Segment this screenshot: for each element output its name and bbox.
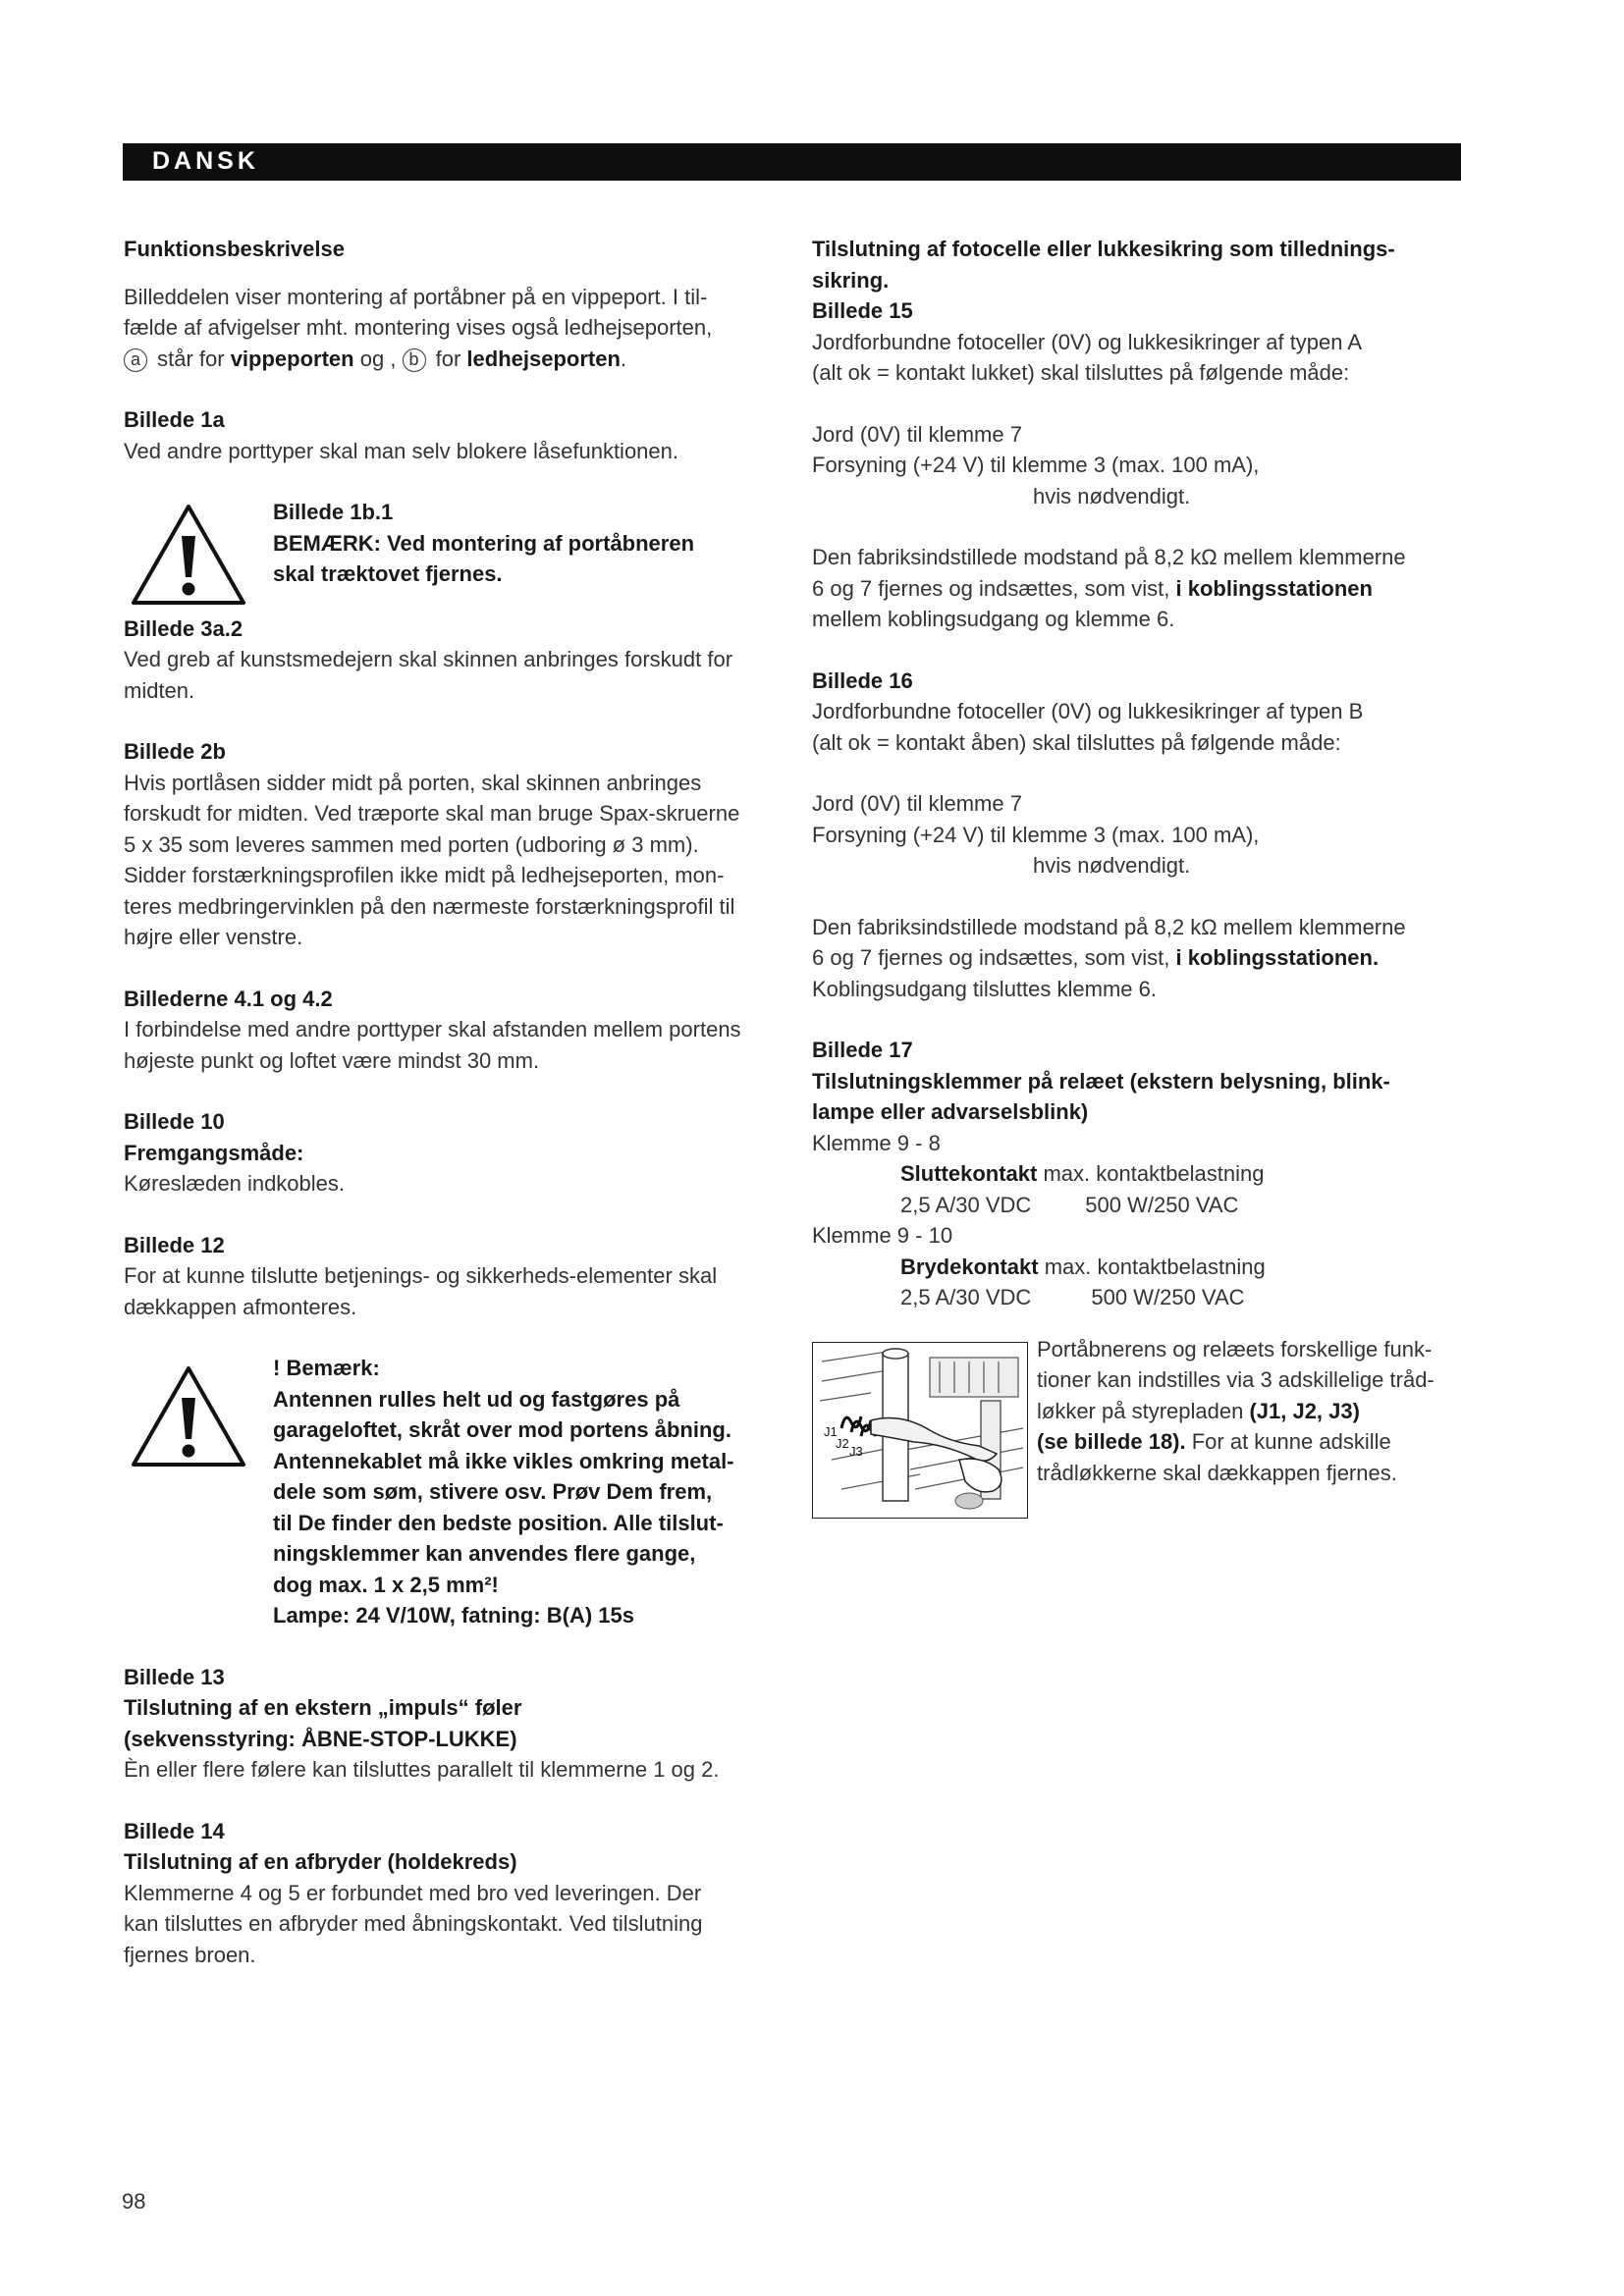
bold-line: Lampe: 24 V/10W, fatning: B(A) 15s <box>273 1603 634 1628</box>
text-line: dækkappen afmonteres. <box>124 1294 357 1319</box>
language-title: DANSK <box>152 147 259 175</box>
section-heading: Billede 10 <box>124 1109 225 1134</box>
circuit-board-illustration <box>812 1342 1028 1519</box>
terminal-label: Klemme 9 - 10 <box>812 1223 953 1248</box>
text-line: Køreslæden indkobles. <box>124 1171 346 1196</box>
warning-triangle-icon <box>130 503 247 607</box>
text-line: Èn eller flere følere kan tilsluttes parallelt til klemmerne 1 og 2. <box>124 1757 720 1782</box>
text-line: Jordforbundne fotoceller (0V) og lukkesikringer af typen A <box>812 329 1363 354</box>
warning-antenna-note <box>124 1353 772 1631</box>
contact-values: 2,5 A/30 VDC 500 W/250 VAC <box>900 1285 1245 1309</box>
right-column <box>812 234 1460 1530</box>
circuit-board-icon <box>812 1342 1028 1519</box>
text-line: Ved andre porttyper skal man selv blokere låsefunktionen. <box>124 438 678 463</box>
section-subheading: (sekvensstyring: ÅBNE-STOP-LUKKE) <box>124 1726 517 1751</box>
text-line: I forbindelse med andre porttyper skal afstanden mellem portens <box>124 1017 741 1041</box>
text-line: Jord (0V) til klemme 7 <box>812 421 1022 447</box>
section-heading: Billede 13 <box>124 1664 225 1689</box>
contact-values: 2,5 A/30 VDC 500 W/250 VAC <box>900 1192 1239 1217</box>
warning-billede-1b1 <box>124 497 772 590</box>
text-line: Ved greb af kunstsmedejern skal skinnen anbringes forskudt for <box>124 647 733 671</box>
text-line: mellem koblingsudgang og klemme 6. <box>812 607 1175 631</box>
bold-line: Antennekablet må ikke vikles omkring metal- <box>273 1448 734 1473</box>
section-subheading: Tilslutning af en ekstern „impuls“ føler <box>124 1695 522 1720</box>
contact-spec: Brydekontakt max. kontaktbelastning <box>900 1254 1266 1279</box>
text-line: Jordforbundne fotoceller (0V) og lukkesikringer af typen B <box>812 699 1364 723</box>
section-subheading: Billede 15 <box>812 298 913 323</box>
text-line: fjernes broen. <box>124 1942 256 1967</box>
section-b16-resistor <box>812 912 1460 1005</box>
text-line: Forsyning (+24 V) til klemme 3 (max. 100 mA), <box>812 453 1260 477</box>
page-number: 98 <box>122 2189 146 2214</box>
section-heading: sikring. <box>812 267 890 293</box>
section-billede-10 <box>124 1106 772 1200</box>
text-line: forskudt for midten. Ved træporte skal man bruge Spax-skruerne <box>124 801 740 826</box>
text-line: Klemmerne 4 og 5 er forbundet med bro ved leveringen. Der <box>124 1880 702 1905</box>
legend-b-bold: ledhejseporten <box>466 346 621 371</box>
text-line: løkker på styrepladen (J1, J2, J3) <box>1037 1398 1360 1423</box>
bold-line: til De finder den bedste position. Alle tilslut- <box>273 1510 724 1535</box>
jumper-label-j2: J2 <box>836 1435 849 1451</box>
note-heading: ! Bemærk: <box>273 1356 380 1380</box>
bold-line: garageloftet, skråt over mod portens åbning. <box>273 1417 731 1442</box>
text-line: hvis nødvendigt. <box>1033 853 1191 878</box>
text-line: fælde af afvigelser mht. montering vises også ledhejseporten, <box>124 315 713 340</box>
text-line: Koblingsudgang tilsluttes klemme 6. <box>812 976 1157 1001</box>
legend-a-bold: vippeporten <box>230 346 354 371</box>
section-billede-16 <box>812 666 1460 759</box>
section-heading: Funktionsbeskrivelse <box>124 237 345 261</box>
text-line: For at kunne tilslutte betjenings- og sikkerheds-elementer skal <box>124 1263 718 1288</box>
section-heading: Billederne 4.1 og 4.2 <box>124 986 333 1011</box>
text-line: Forsyning (+24 V) til klemme 3 (max. 100 mA), <box>812 822 1260 847</box>
terminal-label: Klemme 9 - 8 <box>812 1130 941 1155</box>
bold-phrase: (J1, J2, J3) <box>1249 1398 1360 1423</box>
text-line: tioner kan indstilles via 3 adskillelige tråd- <box>1037 1367 1435 1392</box>
warning-triangle-icon <box>130 1364 247 1468</box>
section-billede-12 <box>124 1230 772 1323</box>
section-heading: Billede 12 <box>124 1232 225 1257</box>
section-b15-resistor <box>812 542 1460 635</box>
text-line: højre eller venstre. <box>124 925 303 949</box>
section-billede-3a2 <box>124 614 772 707</box>
figure-18-jumpers <box>812 1334 1460 1530</box>
bold-line: Antennen rulles helt ud og fastgøres på <box>273 1386 680 1412</box>
section-heading: Billede 1a <box>124 407 225 432</box>
bold-line: skal træktovet fjernes. <box>273 561 503 586</box>
bold-line: dele som søm, stivere osv. Prøv Dem frem, <box>273 1479 713 1504</box>
text-line: Sidder forstærkningsprofilen ikke midt på ledhejseporten, mon- <box>124 863 725 887</box>
legend-b-circle: b <box>403 348 426 372</box>
bold-line: BEMÆRK: Ved montering af portåbneren <box>273 530 695 556</box>
bold-phrase: (se billede 18). <box>1037 1429 1186 1454</box>
section-billede-1a <box>124 404 772 466</box>
section-heading: Billede 1b.1 <box>273 500 394 524</box>
section-subheading: Tilslutning af en afbryder (holdekreds) <box>124 1849 517 1874</box>
text-line: kan tilsluttes en afbryder med åbningskontakt. Ved tilslutning <box>124 1911 703 1936</box>
jumper-label-j3: J3 <box>849 1443 863 1459</box>
left-column <box>124 234 772 2001</box>
section-b15-connections <box>812 419 1460 512</box>
section-heading: Billede 3a.2 <box>124 615 244 641</box>
section-billede-14 <box>124 1816 772 1971</box>
text-line: (alt ok = kontakt åben) skal tilsluttes på følgende måde: <box>812 729 1341 755</box>
text-line: (alt ok = kontakt lukket) skal tilsluttes på følgende måde: <box>812 360 1350 385</box>
section-subheading: Tilslutningsklemmer på relæet (ekstern belysning, blink- <box>812 1068 1390 1094</box>
section-heading: Tilslutning af fotocelle eller lukkesikring som tillednings- <box>812 237 1395 261</box>
section-subheading: Fremgangsmåde: <box>124 1140 304 1165</box>
section-heading: Billede 2b <box>124 739 226 764</box>
section-heading: Billede 16 <box>812 667 913 693</box>
text-line: hvis nødvendigt. <box>1033 483 1191 508</box>
bold-phrase: i koblingsstationen <box>1175 575 1373 601</box>
text-line: Den fabriksindstillede modstand på 8,2 kΩ mellem klemmerne <box>812 914 1406 939</box>
legend-line: a står for vippeporten og , b for ledhejseporten. <box>124 344 772 375</box>
section-heading: Billede 17 <box>812 1038 913 1062</box>
text-line: Hvis portlåsen sidder midt på porten, skal skinnen anbringes <box>124 770 702 795</box>
section-b16-connections <box>812 788 1460 881</box>
language-header-bar <box>123 143 1461 181</box>
bold-line: dog max. 1 x 2,5 mm²! <box>273 1572 499 1597</box>
jumper-label-j1: J1 <box>824 1423 838 1439</box>
text-line: teres medbringervinklen på den nærmeste forstærkningsprofil til <box>124 893 735 919</box>
section-billede-2b <box>124 736 772 953</box>
bold-phrase: i koblingsstationen. <box>1175 945 1380 970</box>
contact-spec: Sluttekontakt max. kontaktbelastning <box>900 1161 1265 1186</box>
text-line: Den fabriksindstillede modstand på 8,2 kΩ mellem klemmerne <box>812 545 1406 569</box>
section-heading: Billede 14 <box>124 1818 225 1843</box>
text-line: højeste punkt og loftet være mindst 30 mm. <box>124 1047 540 1073</box>
section-funktionsbeskrivelse <box>124 234 772 374</box>
text-line: 6 og 7 fjernes og indsættes, som vist, i koblingsstationen. <box>812 945 1380 970</box>
text-line: trådløkkerne skal dækkappen fjernes. <box>1037 1460 1397 1485</box>
text-line: Jord (0V) til klemme 7 <box>812 791 1022 816</box>
text-line: Portåbnerens og relæets forskellige funk- <box>1037 1336 1433 1362</box>
section-billede-17 <box>812 1035 1460 1313</box>
text-line: (se billede 18). For at kunne adskille <box>1037 1429 1391 1454</box>
section-subheading: lampe eller advarselsblink) <box>812 1099 1089 1124</box>
bold-line: ningsklemmer kan anvendes flere gange, <box>273 1541 696 1566</box>
section-billederne-41-42 <box>124 984 772 1077</box>
text-line: 5 x 35 som leveres sammen med porten (udboring ø 3 mm). <box>124 831 699 857</box>
legend-a-circle: a <box>124 348 147 372</box>
section-tilslutning-fotocelle <box>812 234 1460 389</box>
section-billede-13 <box>124 1662 772 1786</box>
text-line: Billeddelen viser montering af portåbner på en vippeport. I til- <box>124 284 708 309</box>
text-line: midten. <box>124 677 195 703</box>
text-line: 6 og 7 fjernes og indsættes, som vist, i koblingsstationen <box>812 575 1373 601</box>
